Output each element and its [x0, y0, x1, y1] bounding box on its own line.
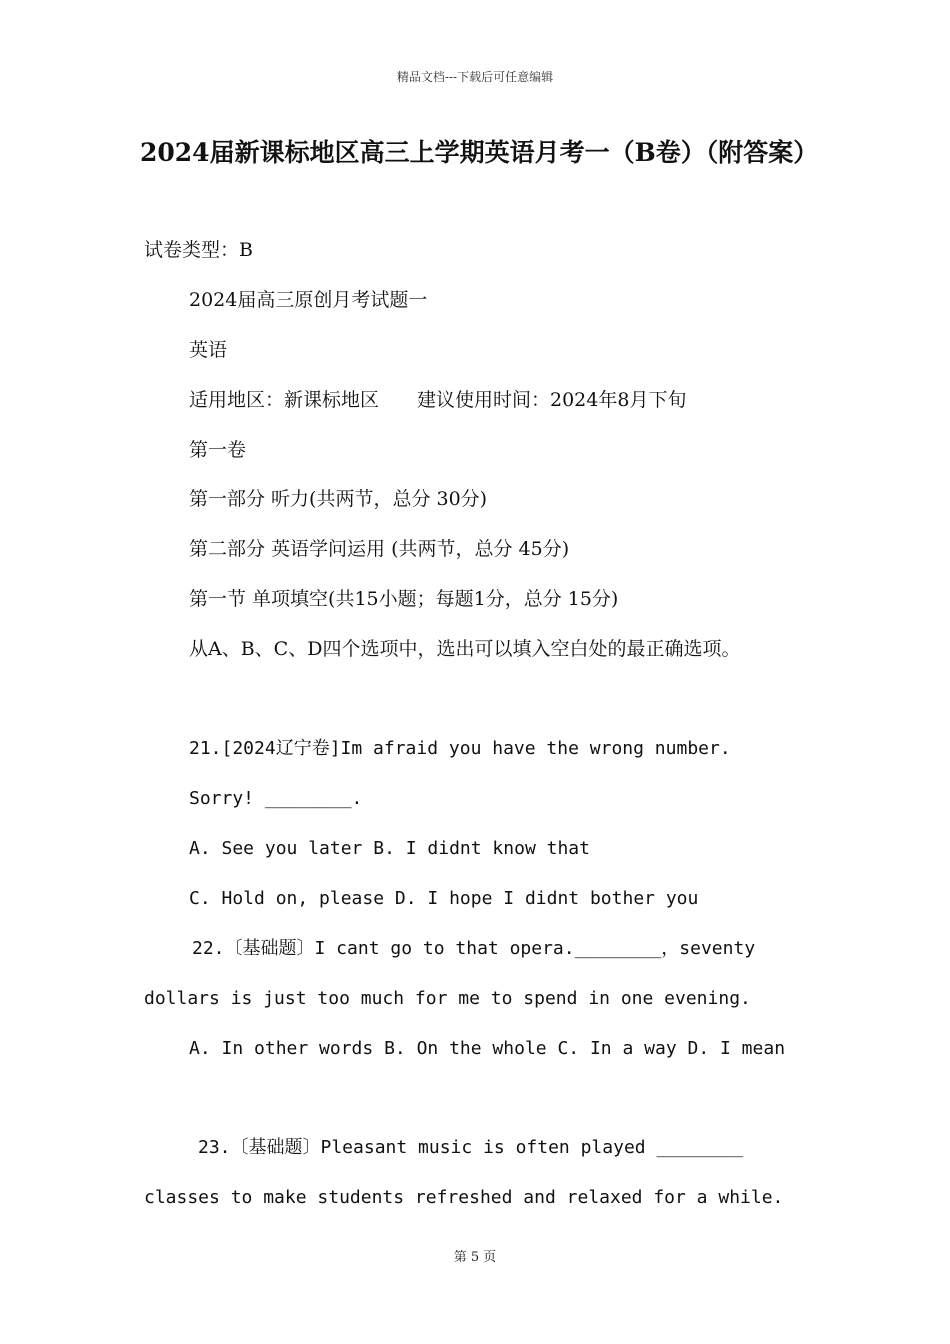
question-21-stem: 21.[2024辽宁卷]Im afraid you have the wrong number.	[189, 738, 731, 759]
part2-heading: 第二部分 英语学问运用 (共两节，总分 45分)	[189, 538, 570, 560]
question-22-continuation: dollars is just too much for me to spend in one evening.	[144, 988, 751, 1009]
question-21-options-ab: A. See you later B. I didnt know that	[189, 838, 590, 859]
question-23-stem: 23.〔基础题〕Pleasant music is often played ________	[198, 1137, 744, 1158]
part1-heading: 第一部分 听力(共两节，总分 30分)	[189, 488, 488, 510]
region-time: 适用地区：新课标地区 建议使用时间：2024年8月下旬	[189, 389, 687, 411]
volume-heading: 第一卷	[189, 439, 247, 461]
document-title: 2024届新课标地区高三上学期英语月考一（B卷）（附答案）	[140, 138, 819, 167]
subject: 英语	[189, 339, 228, 361]
question-22-stem: 22.〔基础题〕I cant go to that opera.________，seventy	[192, 938, 756, 959]
instruction: 从A、B、C、D四个选项中，选出可以填入空白处的最正确选项。	[189, 638, 741, 660]
question-22-options: A. In other words B. On the whole C. In a way D. I mean	[189, 1038, 786, 1059]
question-21-options-cd: C. Hold on, please D. I hope I didnt bother you	[189, 888, 699, 909]
header-note: 精品文档---下载后可任意编辑	[396, 70, 554, 84]
section1-heading: 第一节 单项填空(共15小题；每题1分，总分 15分)	[189, 588, 619, 610]
question-21-reply: Sorry! ________.	[189, 788, 363, 809]
question-23-continuation: classes to make students refreshed and relaxed for a while.	[144, 1187, 784, 1208]
paper-type: 试卷类型：B	[144, 239, 253, 261]
page-number: 第 5 页	[453, 1250, 497, 1265]
exam-name: 2024届高三原创月考试题一	[189, 289, 428, 311]
